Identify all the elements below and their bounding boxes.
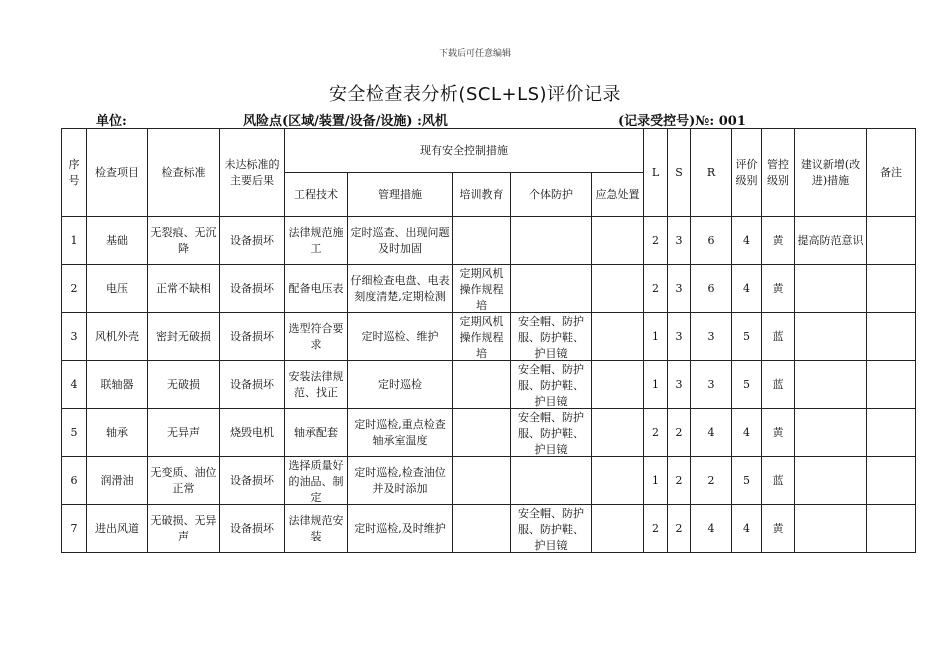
table-row bbox=[62, 265, 916, 313]
row-consequence bbox=[220, 409, 285, 457]
row-consequence-text: 设备损坏 bbox=[230, 329, 274, 343]
row-engineering-text: 选型符合要求 bbox=[288, 321, 344, 351]
row-S bbox=[668, 505, 691, 553]
row-standard-text: 正常不缺相 bbox=[156, 281, 211, 295]
row-engineering-text: 配备电压表 bbox=[288, 281, 344, 295]
row-ppe-text: 安全帽、防护服、防护鞋、护目镜 bbox=[518, 506, 584, 552]
row-item-text: 电压 bbox=[106, 281, 128, 295]
row-L-text: 2 bbox=[652, 425, 660, 439]
row-eval-level bbox=[732, 217, 762, 265]
record-number: (记录受控号)№: 001 bbox=[618, 114, 746, 129]
row-suggest bbox=[795, 265, 867, 313]
row-item bbox=[87, 217, 148, 265]
row-training-text: 定期风机操作规程培 bbox=[459, 266, 504, 312]
row-control-level bbox=[762, 265, 795, 313]
row-item bbox=[87, 313, 148, 361]
row-training bbox=[453, 409, 511, 457]
col-S: S bbox=[668, 129, 691, 217]
row-L bbox=[644, 361, 668, 409]
row-S-text: 3 bbox=[675, 233, 683, 247]
row-remark bbox=[867, 409, 916, 457]
row-emergency bbox=[592, 505, 644, 553]
row-suggest bbox=[795, 313, 867, 361]
row-engineering bbox=[285, 361, 348, 409]
row-R-text: 6 bbox=[707, 281, 715, 295]
row-R-text: 2 bbox=[707, 473, 715, 487]
row-seq bbox=[62, 217, 87, 265]
row-emergency bbox=[592, 313, 644, 361]
row-management-text: 定时巡检、维护 bbox=[361, 329, 439, 343]
row-consequence bbox=[220, 217, 285, 265]
row-ppe bbox=[511, 505, 592, 553]
row-remark bbox=[867, 313, 916, 361]
row-S bbox=[668, 217, 691, 265]
row-consequence-text: 设备损坏 bbox=[230, 521, 274, 535]
row-remark bbox=[867, 265, 916, 313]
row-S bbox=[668, 409, 691, 457]
row-management bbox=[348, 361, 453, 409]
row-engineering bbox=[285, 217, 348, 265]
row-management-text: 定时巡查、出现问题及时加固 bbox=[350, 225, 450, 255]
row-R-text: 6 bbox=[707, 233, 715, 247]
row-eval-level bbox=[732, 361, 762, 409]
table-row bbox=[62, 409, 916, 457]
row-item-text: 进出风道 bbox=[95, 521, 139, 535]
row-control-level bbox=[762, 361, 795, 409]
row-S bbox=[668, 457, 691, 505]
row-control-level bbox=[762, 409, 795, 457]
row-item bbox=[87, 457, 148, 505]
row-eval-level bbox=[732, 313, 762, 361]
row-L bbox=[644, 265, 668, 313]
table-row bbox=[62, 217, 916, 265]
row-emergency bbox=[592, 409, 644, 457]
row-consequence-text: 设备损坏 bbox=[230, 281, 274, 295]
row-training bbox=[453, 217, 511, 265]
row-L-text: 1 bbox=[652, 473, 660, 487]
row-eval-level-text: 4 bbox=[743, 233, 751, 247]
row-eval-level bbox=[732, 409, 762, 457]
row-ppe bbox=[511, 457, 592, 505]
col-seq: 序号 bbox=[62, 129, 87, 217]
row-suggest bbox=[795, 217, 867, 265]
row-control-level-text: 蓝 bbox=[772, 377, 784, 391]
row-engineering-text: 法律规范施工 bbox=[288, 225, 344, 255]
col-engineering: 工程技术 bbox=[285, 173, 348, 217]
row-training bbox=[453, 505, 511, 553]
row-control-level bbox=[762, 457, 795, 505]
row-S-text: 2 bbox=[675, 521, 683, 535]
row-standard bbox=[148, 505, 220, 553]
row-consequence bbox=[220, 313, 285, 361]
row-training bbox=[453, 313, 511, 361]
row-standard-text: 无变质、油位正常 bbox=[150, 465, 217, 495]
row-engineering bbox=[285, 457, 348, 505]
row-control-level-text: 黄 bbox=[772, 521, 784, 535]
row-consequence bbox=[220, 505, 285, 553]
row-item-text: 联轴器 bbox=[100, 377, 134, 391]
row-R-text: 3 bbox=[707, 329, 715, 343]
row-S-text: 3 bbox=[675, 329, 683, 343]
col-standard: 检查标准 bbox=[148, 129, 220, 217]
row-R bbox=[691, 217, 732, 265]
row-engineering-text: 安装法律规范、找正 bbox=[288, 369, 344, 399]
row-R bbox=[691, 313, 732, 361]
row-engineering bbox=[285, 313, 348, 361]
col-emergency: 应急处置 bbox=[592, 173, 644, 217]
page-title: 安全检查表分析(SCL+LS)评价记录 bbox=[328, 84, 622, 105]
row-seq bbox=[62, 265, 87, 313]
row-seq bbox=[62, 409, 87, 457]
row-consequence bbox=[220, 361, 285, 409]
col-controls-group: 现有安全控制措施 bbox=[285, 129, 644, 173]
row-engineering bbox=[285, 265, 348, 313]
top-note: 下载后可任意编辑 bbox=[438, 49, 511, 59]
row-L-text: 1 bbox=[652, 377, 660, 391]
row-emergency bbox=[592, 457, 644, 505]
row-emergency bbox=[592, 361, 644, 409]
row-standard-text: 无异声 bbox=[167, 425, 200, 439]
col-R: R bbox=[691, 129, 732, 217]
row-seq-text: 5 bbox=[70, 425, 78, 439]
checklist-table bbox=[61, 128, 916, 553]
row-eval-level bbox=[732, 505, 762, 553]
row-R-text: 4 bbox=[707, 425, 715, 439]
row-seq bbox=[62, 361, 87, 409]
row-management bbox=[348, 457, 453, 505]
row-item bbox=[87, 505, 148, 553]
row-L-text: 2 bbox=[652, 281, 660, 295]
row-suggest bbox=[795, 361, 867, 409]
row-item bbox=[87, 361, 148, 409]
row-engineering-text: 轴承配套 bbox=[294, 425, 338, 439]
row-L-text: 2 bbox=[652, 233, 660, 247]
row-remark bbox=[867, 361, 916, 409]
row-ppe bbox=[511, 361, 592, 409]
row-seq bbox=[62, 457, 87, 505]
row-standard-text: 无破损 bbox=[167, 377, 200, 391]
row-item bbox=[87, 265, 148, 313]
row-S bbox=[668, 313, 691, 361]
row-eval-level-text: 4 bbox=[743, 281, 751, 295]
row-standard bbox=[148, 409, 220, 457]
row-seq-text: 4 bbox=[70, 377, 78, 391]
col-remark: 备注 bbox=[867, 129, 916, 217]
risk-point: 风险点(区域/装置/设备/设施) :风机 bbox=[243, 114, 448, 129]
col-management: 管理措施 bbox=[348, 173, 453, 217]
row-eval-level bbox=[732, 265, 762, 313]
row-L-text: 1 bbox=[652, 329, 660, 343]
row-L-text: 2 bbox=[652, 521, 660, 535]
row-S-text: 3 bbox=[675, 377, 683, 391]
table-row bbox=[62, 505, 916, 553]
unit-label: 单位: bbox=[96, 114, 127, 129]
row-standard bbox=[148, 265, 220, 313]
col-item: 检查项目 bbox=[87, 129, 148, 217]
row-management-text: 定时巡检,检查油位并及时添加 bbox=[354, 465, 446, 495]
col-L: L bbox=[644, 129, 668, 217]
row-remark bbox=[867, 217, 916, 265]
row-control-level-text: 蓝 bbox=[772, 473, 784, 487]
row-seq-text: 7 bbox=[70, 521, 78, 535]
row-management bbox=[348, 505, 453, 553]
row-L bbox=[644, 457, 668, 505]
row-engineering bbox=[285, 409, 348, 457]
row-R-text: 3 bbox=[707, 377, 715, 391]
row-control-level-text: 黄 bbox=[772, 281, 784, 295]
row-management bbox=[348, 409, 453, 457]
row-emergency bbox=[592, 265, 644, 313]
row-L bbox=[644, 217, 668, 265]
row-management-text: 仔细检查电盘、电表刻度清楚,定期检测 bbox=[350, 273, 450, 303]
col-ppe: 个体防护 bbox=[511, 173, 592, 217]
row-consequence-text: 设备损坏 bbox=[230, 233, 274, 247]
row-suggest bbox=[795, 505, 867, 553]
row-eval-level bbox=[732, 457, 762, 505]
row-engineering-text: 选择质量好的油品、制定 bbox=[288, 458, 344, 504]
col-eval-level: 评价级别 bbox=[732, 129, 762, 217]
col-consequence: 未达标准的主要后果 bbox=[220, 129, 285, 217]
col-suggest: 建议新增(改进)措施 bbox=[795, 129, 867, 217]
row-suggest bbox=[795, 457, 867, 505]
row-control-level-text: 黄 bbox=[772, 233, 784, 247]
row-R bbox=[691, 265, 732, 313]
row-control-level-text: 蓝 bbox=[772, 329, 784, 343]
row-R bbox=[691, 361, 732, 409]
row-control-level bbox=[762, 313, 795, 361]
row-standard bbox=[148, 457, 220, 505]
row-R bbox=[691, 457, 732, 505]
table-row bbox=[62, 457, 916, 505]
row-R bbox=[691, 505, 732, 553]
row-S-text: 2 bbox=[675, 473, 683, 487]
col-control-level: 管控级别 bbox=[762, 129, 795, 217]
row-item-text: 轴承 bbox=[106, 425, 128, 439]
row-seq bbox=[62, 313, 87, 361]
row-management bbox=[348, 265, 453, 313]
row-R-text: 4 bbox=[707, 521, 715, 535]
row-seq bbox=[62, 505, 87, 553]
row-control-level-text: 黄 bbox=[772, 425, 784, 439]
row-seq-text: 1 bbox=[70, 233, 78, 247]
row-seq-text: 2 bbox=[70, 281, 78, 295]
row-eval-level-text: 5 bbox=[743, 377, 751, 391]
row-training bbox=[453, 457, 511, 505]
row-management bbox=[348, 217, 453, 265]
row-standard-text: 无破损、无异声 bbox=[150, 513, 217, 543]
row-management-text: 定时巡检,重点检查轴承室温度 bbox=[354, 417, 446, 447]
row-ppe bbox=[511, 265, 592, 313]
table-row bbox=[62, 361, 916, 409]
row-remark bbox=[867, 457, 916, 505]
row-L bbox=[644, 313, 668, 361]
row-consequence bbox=[220, 457, 285, 505]
row-engineering-text: 法律规范安装 bbox=[288, 513, 344, 543]
row-training bbox=[453, 361, 511, 409]
row-eval-level-text: 4 bbox=[743, 425, 751, 439]
row-engineering bbox=[285, 505, 348, 553]
row-eval-level-text: 4 bbox=[743, 521, 751, 535]
row-management-text: 定时巡检 bbox=[378, 377, 422, 391]
row-consequence-text: 烧毁电机 bbox=[230, 425, 274, 439]
row-item-text: 风机外壳 bbox=[95, 329, 139, 343]
row-standard bbox=[148, 361, 220, 409]
row-consequence bbox=[220, 265, 285, 313]
row-emergency bbox=[592, 217, 644, 265]
row-item-text: 润滑油 bbox=[100, 473, 134, 487]
row-seq-text: 3 bbox=[70, 329, 78, 343]
table-row bbox=[62, 313, 916, 361]
row-R bbox=[691, 409, 732, 457]
row-control-level bbox=[762, 217, 795, 265]
row-ppe-text: 安全帽、防护服、防护鞋、护目镜 bbox=[518, 410, 584, 456]
header-line bbox=[0, 110, 950, 128]
row-consequence-text: 设备损坏 bbox=[230, 377, 274, 391]
row-standard bbox=[148, 313, 220, 361]
row-remark bbox=[867, 505, 916, 553]
row-S-text: 3 bbox=[675, 281, 683, 295]
row-seq-text: 6 bbox=[70, 473, 78, 487]
row-L bbox=[644, 409, 668, 457]
row-S bbox=[668, 265, 691, 313]
row-item-text: 基础 bbox=[106, 233, 128, 247]
row-ppe-text: 安全帽、防护服、防护鞋、护目镜 bbox=[518, 314, 584, 360]
row-eval-level-text: 5 bbox=[743, 473, 751, 487]
row-consequence-text: 设备损坏 bbox=[230, 473, 274, 487]
row-training-text: 定期风机操作规程培 bbox=[459, 314, 504, 360]
row-L bbox=[644, 505, 668, 553]
row-eval-level-text: 5 bbox=[743, 329, 751, 343]
row-ppe-text: 安全帽、防护服、防护鞋、护目镜 bbox=[518, 362, 584, 408]
col-training: 培训教育 bbox=[453, 173, 511, 217]
row-control-level bbox=[762, 505, 795, 553]
row-S bbox=[668, 361, 691, 409]
row-management-text: 定时巡检,及时维护 bbox=[354, 521, 446, 535]
row-suggest bbox=[795, 409, 867, 457]
row-management bbox=[348, 313, 453, 361]
row-ppe bbox=[511, 217, 592, 265]
row-training bbox=[453, 265, 511, 313]
row-S-text: 2 bbox=[675, 425, 683, 439]
row-ppe bbox=[511, 313, 592, 361]
row-standard bbox=[148, 217, 220, 265]
row-ppe bbox=[511, 409, 592, 457]
row-standard-text: 无裂痕、无沉降 bbox=[150, 225, 217, 255]
row-item bbox=[87, 409, 148, 457]
row-suggest-text: 提高防范意识 bbox=[797, 233, 864, 247]
row-standard-text: 密封无破损 bbox=[156, 329, 211, 343]
